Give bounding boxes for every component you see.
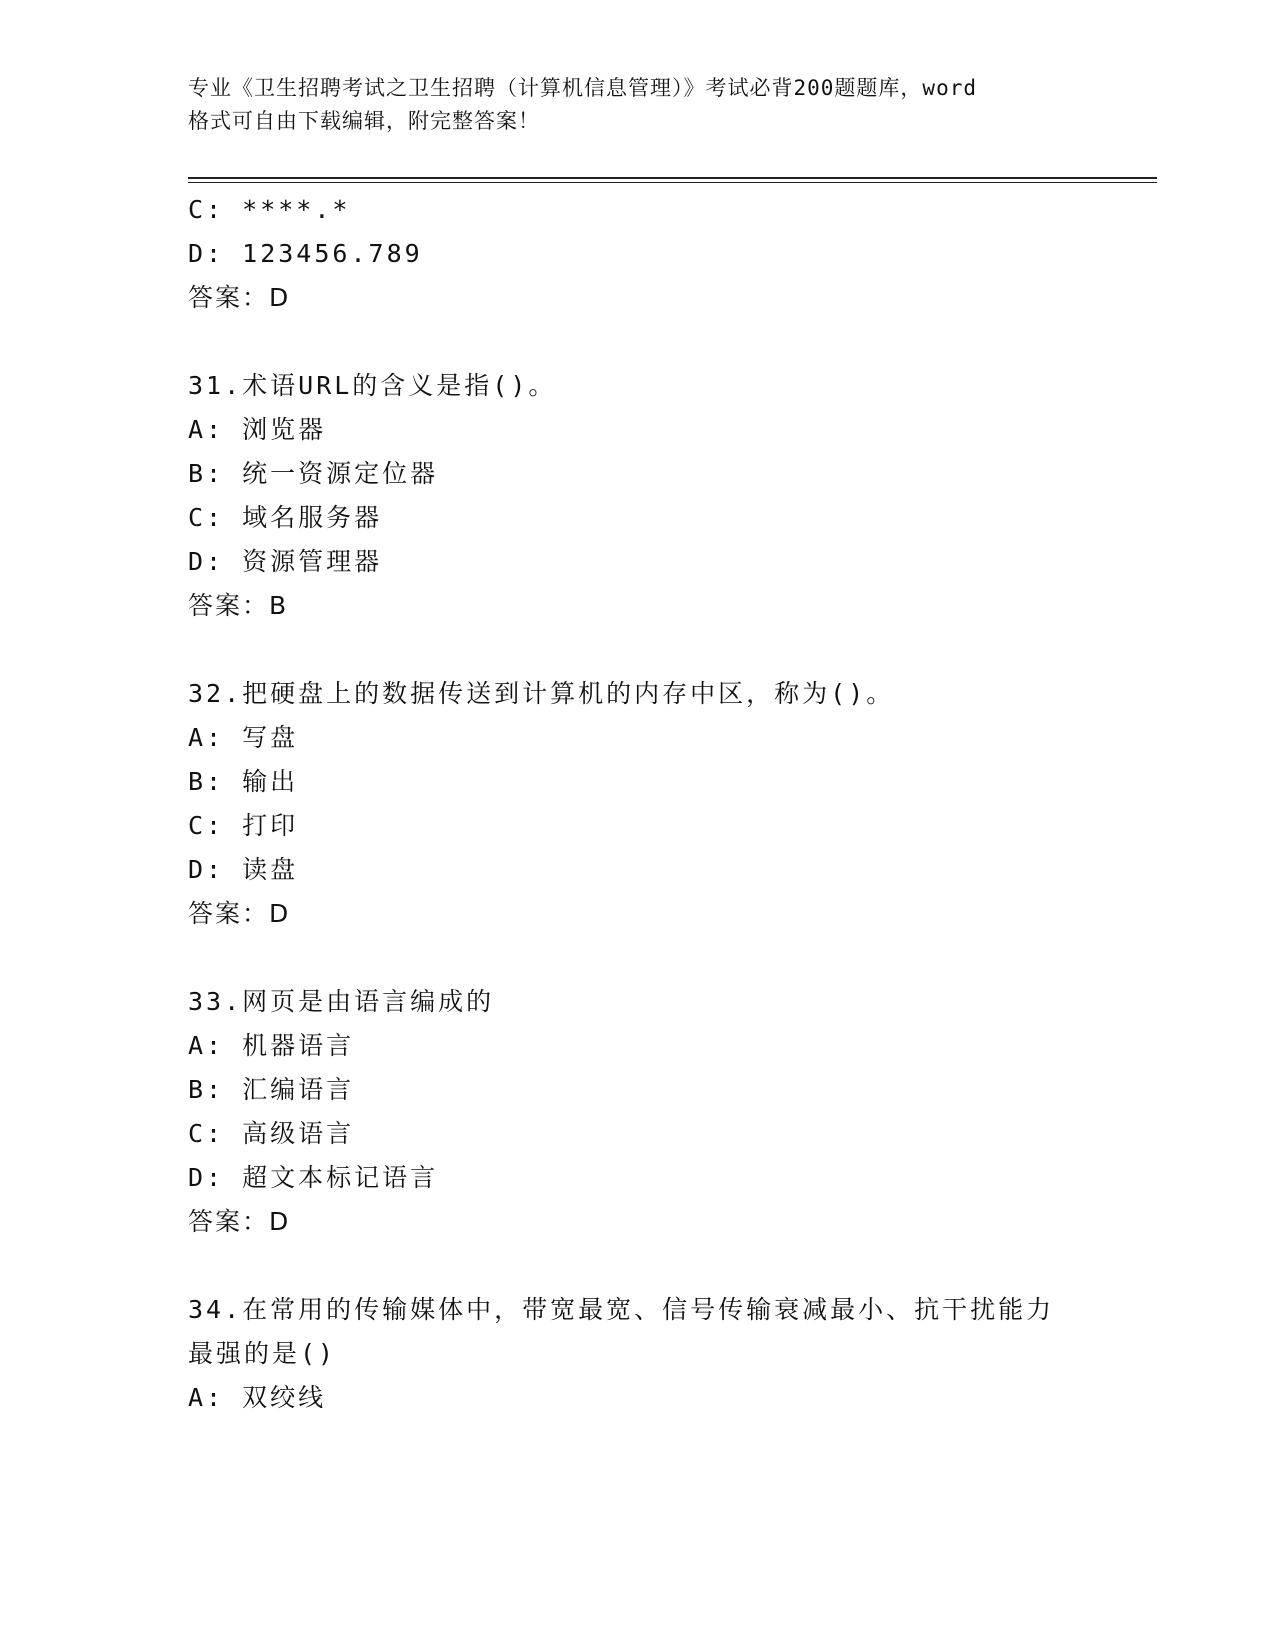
option-a: A: 双绞线 <box>188 1383 327 1412</box>
option-b: B: 汇编语言 <box>188 1075 355 1104</box>
question-33: 33.网页是由语言编成的 <box>188 987 495 1016</box>
option-c: C: 高级语言 <box>188 1119 355 1148</box>
answer-label: 答案：D <box>188 1207 291 1236</box>
option-c: C: 打印 <box>188 811 299 840</box>
question-34: 34.在常用的传输媒体中，带宽最宽、信号传输衰减最小、抗干扰能力 <box>188 1295 1055 1324</box>
option-a: A: 写盘 <box>188 723 299 752</box>
question-32: 32.把硬盘上的数据传送到计算机的内存中区，称为()。 <box>188 679 895 708</box>
answer-label: 答案：D <box>188 899 291 928</box>
option-b: B: 输出 <box>188 767 299 796</box>
document-header <box>188 72 1088 138</box>
answer-label: 答案：D <box>188 283 291 312</box>
header-title-line-1: 专业《卫生招聘考试之卫生招聘（计算机信息管理）》考试必背200题题库，word <box>188 76 977 100</box>
option-a: A: 机器语言 <box>188 1031 355 1060</box>
option-d: D: 123456.789 <box>188 239 423 268</box>
option-d: D: 读盘 <box>188 855 299 884</box>
question-31: 31.术语URL的含义是指()。 <box>188 371 557 400</box>
answer-label: 答案：B <box>188 591 289 620</box>
option-d: D: 资源管理器 <box>188 547 383 576</box>
header-title-line-2: 格式可自由下载编辑，附完整答案！ <box>188 109 540 133</box>
option-d: D: 超文本标记语言 <box>188 1163 439 1192</box>
question-34-continuation: 最强的是() <box>188 1339 337 1368</box>
option-a: A: 浏览器 <box>188 415 327 444</box>
header-divider-thin <box>188 182 1157 183</box>
option-c: C: 域名服务器 <box>188 503 383 532</box>
option-c: C: ****.* <box>188 195 351 224</box>
header-divider-thick <box>188 177 1157 179</box>
option-b: B: 统一资源定位器 <box>188 459 439 488</box>
